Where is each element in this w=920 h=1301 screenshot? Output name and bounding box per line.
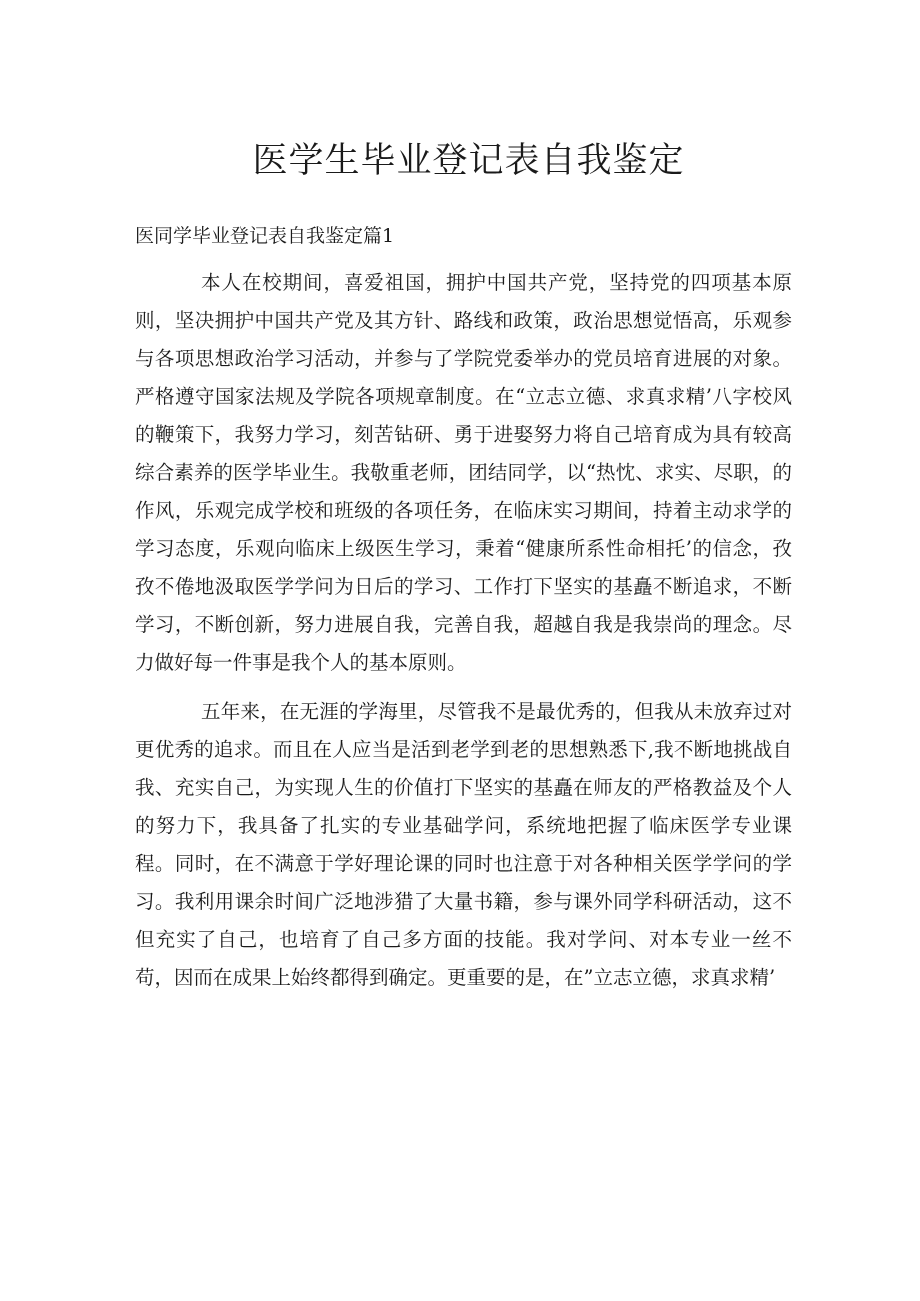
document-title: 医学生毕业登记表自我鉴定 — [252, 141, 685, 181]
body-paragraph-1: 本人在校期间，喜爱祖国，拥护中国共产党，坚持党的四项基本原则，坚决拥护中国共产党及其方针、路线和政策，政治思想觉悟高，乐观参与各项思想政治学习活动，并参与了学院党委举办的党员培育进展的对象。严格遵守国家法规及学院各项规章制度。在“立志立德、求真求精’八字校风的鞭策下，我努力学习，刻苦钻研、勇于进娶努力将自己培育成为具有较高综合素养的医学毕业生。我敬重老师，团结同学，以“热忱、求实、尽职，的作风，乐观完成学校和班级的各项任务，在临床实习期间，持着主动求学的学习态度，乐观向临床上级医生学习，秉着“健康所系性命相托’的信念，孜孜不倦地汲取医学学问为日后的学习、工作打下坚实的基矗不断追求，不断学习，不断创新，努力进展自我，完善自我，超越自我是我崇尚的理念。尽力做好每一件事是我个人的基本原则。 — [135, 271, 792, 674]
body-paragraph-2: 五年来，在无涯的学海里，尽管我不是最优秀的，但我从未放弃过对更优秀的追求。而且在人应当是活到老学到老的思想熟悉下,我不断地挑战自我、充实自己，为实现人生的价值打下坚实的基矗在师友的严格教益及个人的努力下，我具备了扎实的专业基础学问，系统地把握了临床医学专业课程。同时，在不满意于学好理论课的同时也注意于对各种相关医学学问的学习。我利用课余时间广泛地涉猎了大量书籍，参与课外同学科研活动，这不但充实了自己，也培育了自己多方面的技能。我对学问、对本专业一丝不苟，因而在成果上始终都得到确定。更重要的是，在”立志立德，求真求精’ — [135, 700, 792, 989]
section-heading: 医同学毕业登记表自我鉴定篇1 — [135, 225, 395, 247]
